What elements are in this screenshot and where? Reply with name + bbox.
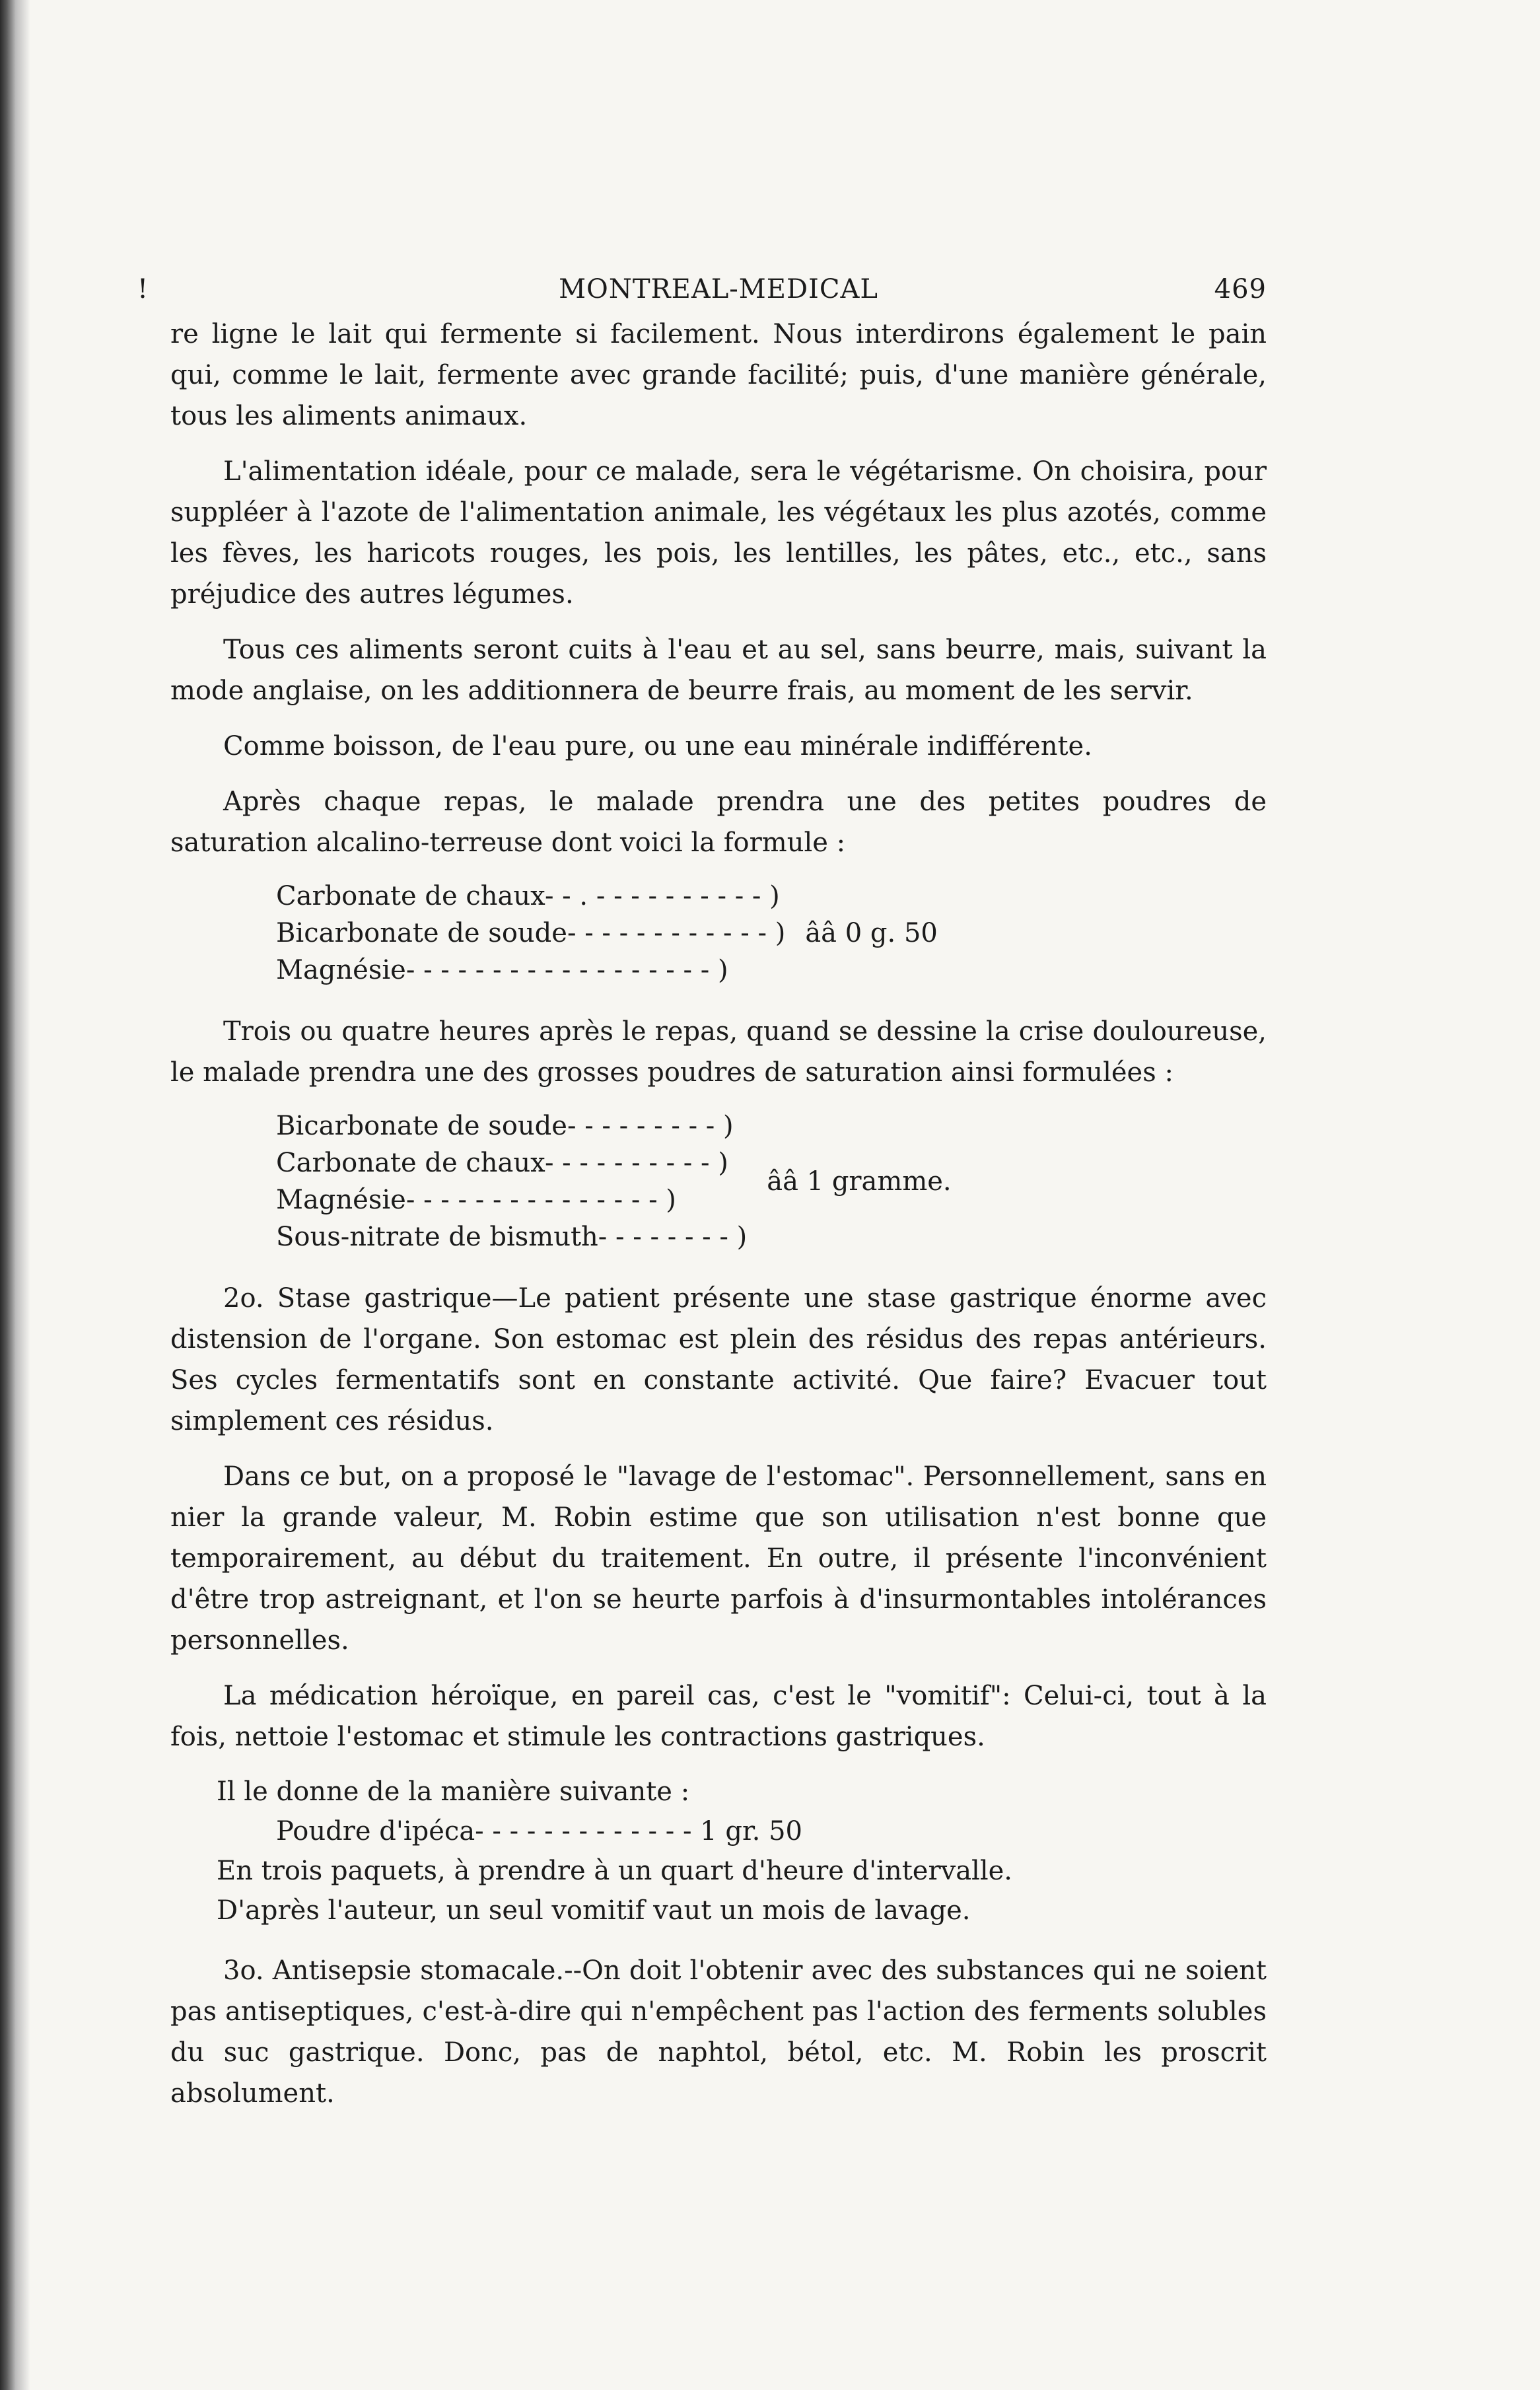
formula-item: Magnésie- - - - - - - - - - - - - - - - - - ): [276, 955, 728, 985]
header-mark: !: [137, 274, 149, 304]
vomitif-recipe: [217, 1772, 1267, 1930]
paragraph-vomitif: La médication héroïque, en pareil cas, c'est le "vomitif": Celui-ci, tout à la fois, nettoie l'estomac et stimule les contractions gastriques.: [170, 1681, 1267, 1752]
paragraph-2: L'alimentation idéale, pour ce malade, sera le végétarisme. On choisira, pour suppléer à l'azote de l'alimentation animale, les végétaux les plus azotés, comme les fèves, les haricots rouges, les pois, les lentilles, les pâtes, etc., etc., sans préjudice des autres légumes.: [170, 456, 1267, 610]
paragraph-antisepsie: 3o. Antisepsie stomacale.--On doit l'obtenir avec des substances qui ne soient pas antiseptiques, c'est-à-dire qui n'empêchent pas l'action des ferments solubles du suc gastrique. Donc, pas de naphtol, bétol, etc. M. Robin les proscrit absolument.: [170, 1955, 1267, 2109]
formula-small-powders: [170, 878, 1267, 989]
document-page: [137, 261, 1267, 2128]
paragraph-4: Comme boisson, de l'eau pure, ou une eau minérale indifférente.: [223, 731, 1092, 761]
formula-item: Bicarbonate de soude- - - - - - - - - - - - ): [276, 918, 786, 948]
formula-item: Magnésie- - - - - - - - - - - - - - - ): [276, 1185, 676, 1215]
formula-items: [276, 878, 785, 989]
paragraph-5: Après chaque repas, le malade prendra une des petites poudres de saturation alcalino-terreuse dont voici la formule :: [170, 787, 1267, 858]
recipe-instruction: En trois paquets, à prendre à un quart d'heure d'intervalle.: [217, 1856, 1013, 1886]
paragraph-6: Trois ou quatre heures après le repas, quand se dessine la crise douloureuse, le malade prendra une des grosses poudres de saturation ainsi formulées :: [170, 1016, 1267, 1088]
formula-dose: ââ 0 g. 50: [805, 918, 938, 948]
recipe-intro: Il le donne de la manière suivante :: [217, 1776, 690, 1807]
page-number: 469: [1214, 274, 1267, 304]
formula-large-powders: [170, 1107, 1267, 1255]
recipe-ingredient: Poudre d'ipéca- - - - - - - - - - - - - 1 gr. 50: [276, 1816, 802, 1846]
recipe-note: D'après l'auteur, un seul vomitif vaut un mois de lavage.: [217, 1895, 971, 1926]
running-header: [137, 261, 1267, 314]
paragraph-3: Tous ces aliments seront cuits à l'eau et au sel, sans beurre, mais, suivant la mode anglaise, on les additionnera de beurre frais, au moment de les servir.: [170, 635, 1267, 706]
formula-item: Carbonate de chaux- - . - - - - - - - - - - ): [276, 881, 780, 911]
page-binding-edge: [0, 0, 30, 2390]
formula-item: Bicarbonate de soude- - - - - - - - - ): [276, 1111, 734, 1141]
formula-items: [276, 1107, 747, 1255]
paragraph-lavage: Dans ce but, on a proposé le "lavage de l'estomac". Personnellement, sans en nier la grande valeur, M. Robin estime que son utilisation n'est bonne que temporairement, au début du traitement. En outre, il présente l'inconvénient d'être trop astreignant, et l'on se heurte parfois à d'insurmontables intolérances personnelles.: [170, 1461, 1267, 1656]
formula-dose: ââ 1 gramme.: [767, 1166, 952, 1197]
formula-item: Carbonate de chaux- - - - - - - - - - ): [276, 1148, 728, 1178]
journal-title: MONTREAL-MEDICAL: [559, 274, 878, 304]
paragraph-1: re ligne le lait qui fermente si facilement. Nous interdirons également le pain qui, comme le lait, fermente avec grande facilité; puis, d'une manière générale, tous les aliments animaux.: [170, 319, 1267, 431]
formula-item: Sous-nitrate de bismuth- - - - - - - - ): [276, 1222, 748, 1252]
paragraph-stase-gastrique: 2o. Stase gastrique—Le patient présente une stase gastrique énorme avec distension de l'organe. Son estomac est plein des résidus des repas antérieurs. Ses cycles fermentatifs sont en constante activité. Que faire? Evacuer tout simplement ces résidus.: [170, 1283, 1267, 1436]
